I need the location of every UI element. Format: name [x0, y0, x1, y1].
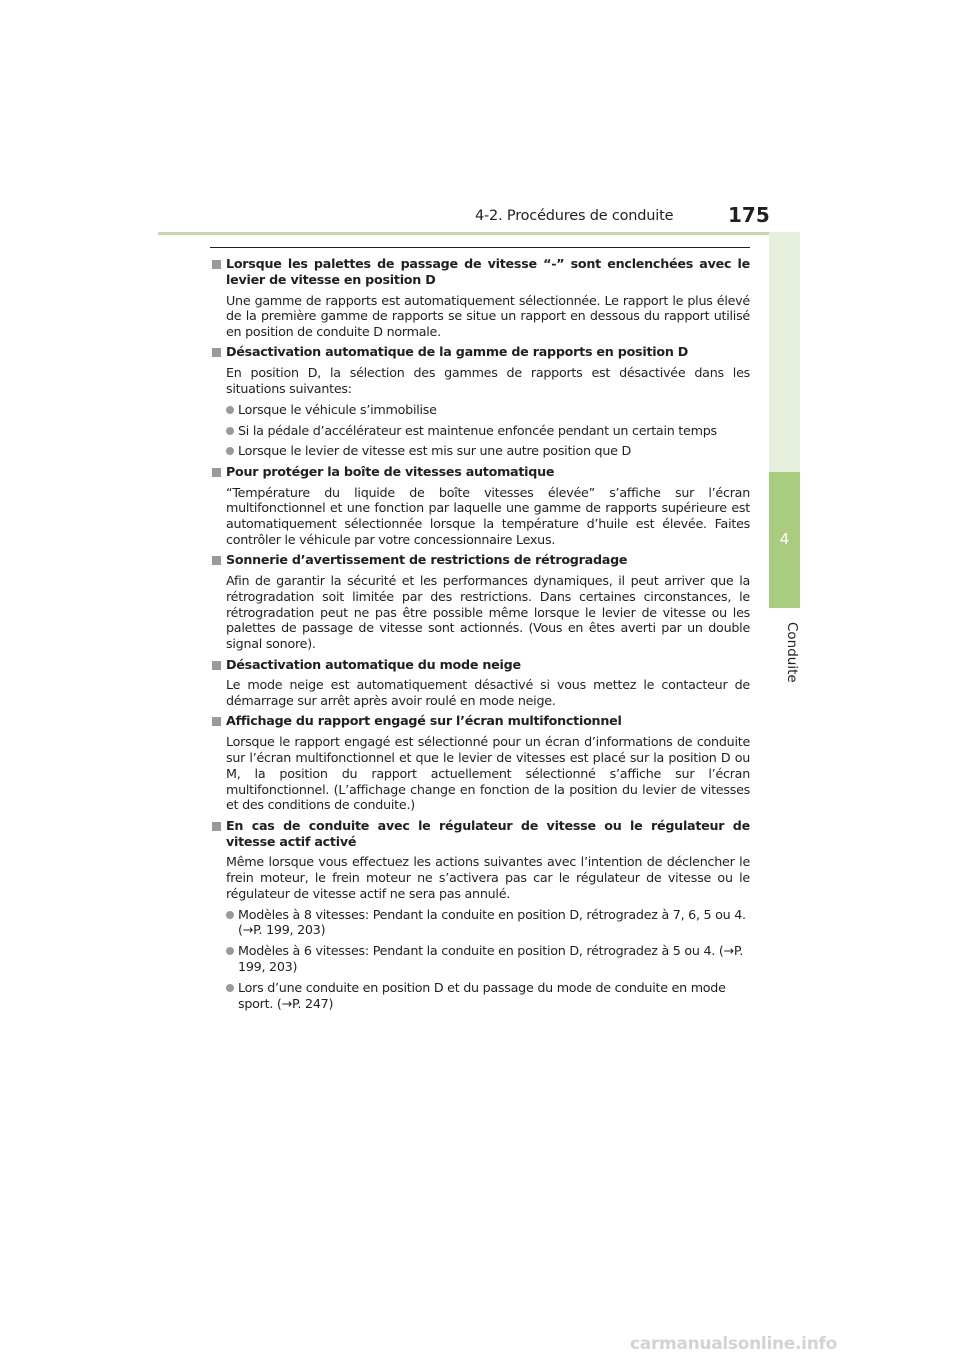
list-item [210, 423, 750, 439]
watermark: carmanualsonline.info [630, 1334, 837, 1354]
square-bullet-icon [212, 661, 221, 670]
section-heading [210, 552, 750, 568]
list-item-text: Lorsque le levier de vitesse est mis sur une autre position que D [238, 443, 631, 459]
page-number: 175 [728, 203, 770, 227]
round-bullet-icon [226, 984, 234, 992]
heading-text: En cas de conduite avec le régulateur de vitesse ou le régulateur de vitesse actif activé [226, 817, 750, 849]
heading-text: Sonnerie d’avertissement de restrictions de rétrogradage [226, 552, 628, 568]
list-item-text: Si la pédale d’accélérateur est maintenue enfoncée pendant un certain temps [238, 422, 717, 438]
square-bullet-icon [212, 556, 221, 565]
section-heading [210, 657, 750, 673]
heading-text: Pour protéger la boîte de vitesses automatique [226, 463, 555, 479]
paragraph: Lorsque le rapport engagé est sélectionné pour un écran d’informations de conduite sur l’écran multifonctionnel et que le levier de vitesses est placé sur la position D ou M, la position du rapport actuellement sélectionné s’affiche sur l’écran multifonctionnel. (L’affichage change en fonction de la position du levier de vitesses et des conditions de conduite.) [226, 734, 750, 813]
list-item-text: Modèles à 8 vitesses: Pendant la conduite en position D, rétrogradez à 7, 6, 5 ou 4. (→P. 199, 203) [238, 906, 746, 938]
round-bullet-icon [226, 911, 234, 919]
list-item [210, 443, 750, 459]
heading-text: Affichage du rapport engagé sur l’écran multifonctionnel [226, 713, 622, 729]
square-bullet-icon [212, 822, 221, 831]
round-bullet-icon [226, 947, 234, 955]
paragraph: Le mode neige est automatiquement désactivé si vous mettez le contacteur de démarrage sur arrêt après avoir roulé en mode neige. [226, 677, 750, 709]
paragraph: Une gamme de rapports est automatiquement sélectionnée. Le rapport le plus élevé de la première gamme de rapports se situe un rapport en dessous du rapport utilisé en position de conduite D normale. [226, 292, 750, 340]
chapter-label: Conduite [784, 622, 800, 683]
paragraph: En position D, la sélection des gammes de rapports est désactivée dans les situations suivantes: [226, 365, 750, 397]
content-top-rule [210, 247, 750, 248]
list-item-text: Modèles à 6 vitesses: Pendant la conduite en position D, rétrogradez à 5 ou 4. (→P. 199, 203) [238, 943, 744, 975]
round-bullet-icon [226, 447, 234, 455]
heading-text: Désactivation automatique du mode neige [226, 656, 521, 672]
square-bullet-icon [212, 260, 221, 269]
section-heading [210, 256, 750, 288]
heading-text: Lorsque les palettes de passage de vitesse “-” sont enclenchées avec le levier de vitesse en position D [226, 256, 750, 287]
section-heading [210, 344, 750, 360]
square-bullet-icon [212, 348, 221, 357]
list-item [210, 907, 750, 939]
list-item [210, 402, 750, 418]
square-bullet-icon [212, 468, 221, 477]
chapter-number: 4 [779, 530, 790, 548]
paragraph: Afin de garantir la sécurité et les performances dynamiques, il peut arriver que la rétrogradation soit limitée par des restrictions. Dans certaines circonstances, le rétrogradation peut ne pas être possible même lorsque le levier de vitesse ou les palettes de passage de vitesse sont actionnés. (Vous en êtes averti par un double signal sonore). [226, 573, 750, 652]
list-item [210, 943, 750, 975]
heading-text: Désactivation automatique de la gamme de rapports en position D [226, 344, 689, 360]
section-heading [210, 818, 750, 850]
section-title: 4-2. Procédures de conduite [475, 208, 674, 224]
list-item-text: Lorsque le véhicule s’immobilise [238, 401, 437, 417]
paragraph: Même lorsque vous effectuez les actions suivantes avec l’intention de déclencher le frein moteur, le frein moteur ne s’activera pas car le régulateur de vitesse ou le régulateur de vitesse actif ne sera pas annulé. [226, 854, 750, 901]
header-rule [158, 232, 800, 235]
list-item [210, 980, 750, 1012]
section-heading [210, 713, 750, 729]
section-heading [210, 464, 750, 480]
paragraph: “Température du liquide de boîte vitesses élevée” s’affiche sur l’écran multifonctionnel et une fonction par laquelle une gamme de rapports supérieure est automatiquement sélectionnée lorsque la température d’huile est élevée. Faites contrôler le véhicule par votre concessionnaire Lexus. [226, 484, 750, 547]
list-item-text: Lors d’une conduite en position D et du passage du mode de conduite en mode sport. (→P. 247) [238, 979, 726, 1011]
page-content [210, 256, 750, 1011]
round-bullet-icon [226, 427, 234, 435]
square-bullet-icon [212, 717, 221, 726]
round-bullet-icon [226, 406, 234, 414]
